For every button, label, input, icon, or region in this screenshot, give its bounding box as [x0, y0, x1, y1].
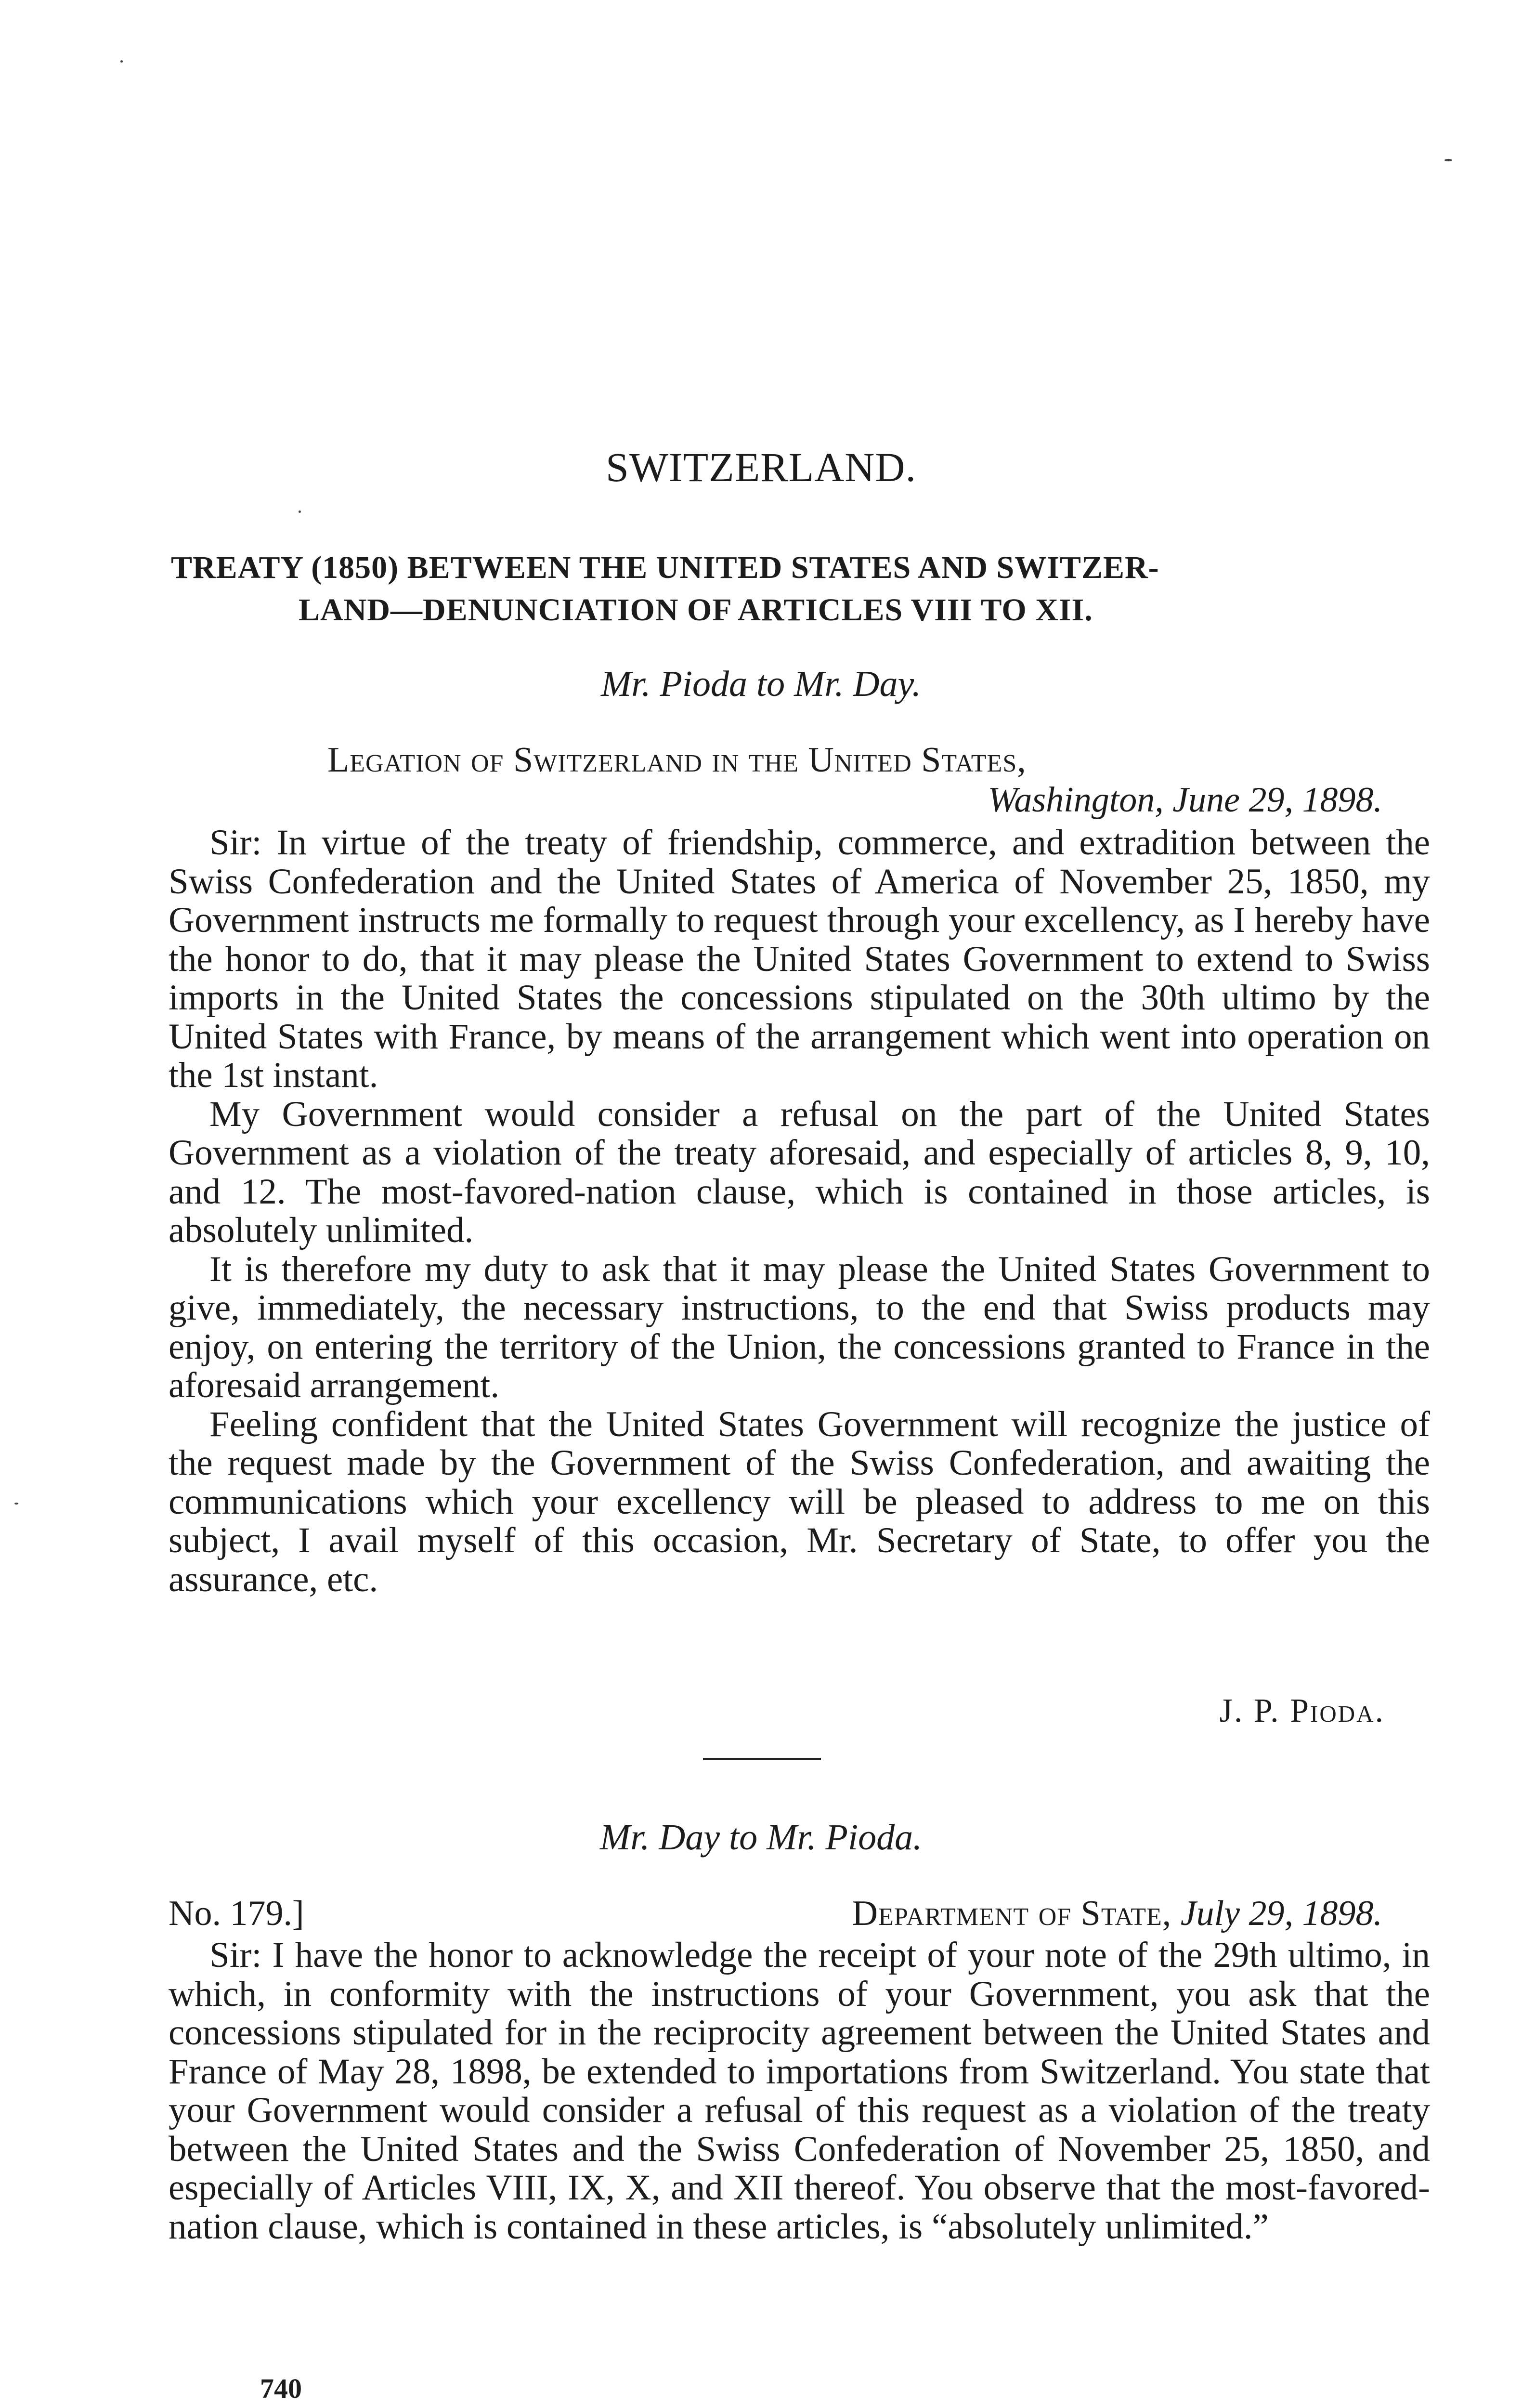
letter-2-date: July 29, 1898.: [1180, 1894, 1382, 1933]
page-number: 740: [260, 2373, 302, 2404]
letter-2-heading: Mr. Day to Mr. Pioda.: [599, 1817, 923, 1858]
letter-2-paragraph: Sir: I have the honor to acknowledge the receipt of your note of the 29th ultimo, in which, in conformity with the instructions of your Government, you ask that the concessions stipulated for in the reciprocity agreement between the United States and France of May 28, 1898, be extended to importations from Switzerland. You state that your Government would consider a refusal of this request as a violation of the treaty between the United States and the Swiss Confederation of November 25, 1850, and especially of Articles VIII, IX, X, and XII thereof. You observe that the most-favored-nation clause, which is contained in these articles, is “absolutely unlimited.”: [169, 1935, 1430, 2247]
letter-1-heading: Mr. Pioda to Mr. Day.: [601, 664, 921, 704]
treaty-heading-line-2: LAND—DENUNCIATION OF ARTICLES VIII TO XII.: [299, 592, 1093, 628]
letter-2-department: Department of State,: [852, 1894, 1172, 1933]
letter-2-number: No. 179.]: [169, 1894, 304, 1933]
letter-1-paragraph: It is therefore my duty to ask that it may please the United States Government to give, immediately, the necessary instructions, to the end that Swiss products may enjoy, on entering the territory of the Union, the concessions granted to France in the aforesaid arrangement.: [169, 1249, 1430, 1405]
scan-speck: [120, 60, 123, 63]
letter-1-paragraph: Sir: In virtue of the treaty of friendship, commerce, and extradition between the Swiss Confederation and the United States of America of November 25, 1850, my Government instructs me formally to request through your excellency, as I hereby have the honor to do, that it may please the United States Government to extend to Swiss imports in the United States the concessions stipulated on the 30th ultimo by the United States with France, by means of the arrangement which went into operation on the 1st instant.: [169, 823, 1430, 1095]
letter-1-legation: Legation of Switzerland in the United States,: [327, 740, 1027, 780]
letter-1-dateline: Washington, June 29, 1898.: [988, 780, 1382, 820]
letter-1-signature: [1220, 1690, 1385, 1732]
letter-1-paragraph: My Government would consider a refusal on the part of the United States Government as a violation of the treaty aforesaid, and especially of articles 8, 9, 10, and 12. The most-favored-nation clause, which is contained in those articles, is absolutely unlimited.: [169, 1094, 1430, 1250]
treaty-heading-line-1: TREATY (1850) BETWEEN THE UNITED STATES AND SWITZER-: [171, 550, 1159, 585]
letter-1-paragraph: Feeling confident that the United States Government will recognize the justice of the request made by the Government of the Swiss Confederation, and awaiting the communications which your excellency will be pleased to address to me on this subject, I avail myself of this occasion, Mr. Secretary of State, to offer you the assurance, etc.: [169, 1404, 1430, 1599]
scan-speck: [299, 510, 301, 513]
letter-1-body: [169, 824, 1430, 1599]
letter-2-body: [169, 1936, 1430, 2246]
section-divider: [703, 1758, 821, 1760]
signature-name: J. P. Pioda.: [1219, 1692, 1385, 1729]
scan-speck: [14, 1503, 18, 1505]
country-title: SWITZERLAND.: [606, 444, 916, 490]
scan-speck: [1444, 159, 1452, 161]
letter-2-dateline: [852, 1893, 1382, 1934]
treaty-heading: [171, 547, 1423, 631]
